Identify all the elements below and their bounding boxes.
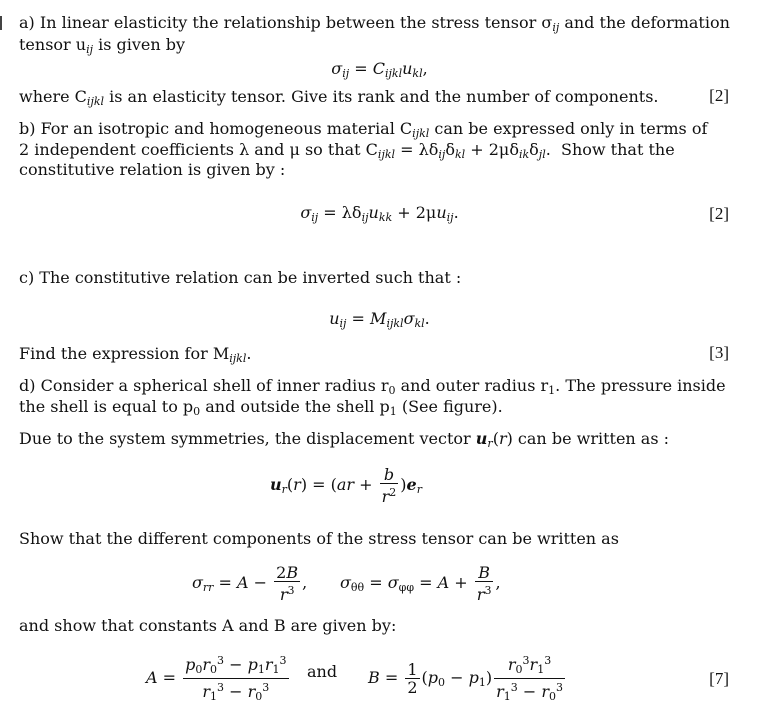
equation-sigma-rr: $\sigma_{rr} = A$ − $\frac{2B}{r^3}$ , [192, 563, 308, 604]
part-d-line-3: Due to the system symmetries, the displacement vector $u_r(r)$ can be written as : [19, 429, 670, 450]
part-b-line-3: constitutive relation is given by : [19, 160, 286, 179]
equation-displacement: $u_r(r) = (ar$ + $\frac{b}{r^2}$ )$e_r$ [270, 465, 422, 506]
part-d-line-2: the shell is equal to $p_0$ and outside the shell $p_1$ (See figure). [19, 397, 503, 418]
marks-part-a: [2] [709, 86, 729, 105]
and-word: and [307, 662, 338, 681]
part-d-line-1: d) Consider a spherical shell of inner radius $r_0$ and outer radius $r_1$. The pressure inside [19, 376, 726, 397]
part-a-line-1: a) In linear elasticity the relationship between the stress tensor $\sigma_{ij}$ and the deformation [19, 13, 730, 34]
equation-inverse: $u_{ij} = M_{ijkl}\sigma_{kl}$. [329, 309, 430, 330]
margin-mark [0, 16, 2, 30]
equation-hooke: $\sigma_{ij} = C_{ijkl}u_{kl}$, [331, 59, 428, 80]
part-d-show: Show that the different components of the stress tensor can be written as [19, 529, 619, 548]
part-a-where: where $C_{ijkl}$ is an elasticity tensor. Give its rank and the number of components. [19, 87, 659, 108]
part-b-line-2: 2 independent coefficients λ and μ so that $C_{ijkl} = \lambda\delta_{ij}\delta_{kl} + 2\mu\delta_{ik}\delta_{jl}$. Show that the [19, 140, 675, 161]
part-c-find: Find the expression for $M_{ijkl}$. [19, 344, 252, 365]
part-c-line-1: c) The constitutive relation can be inverted such that : [19, 268, 462, 287]
equation-constitutive: $\sigma_{ij} = \lambda\delta_{ij}u_{kk} + 2\mu u_{ij}$. [300, 203, 459, 224]
marks-part-d: [7] [709, 669, 729, 688]
marks-part-b: [2] [709, 204, 729, 223]
equation-constant-b: B = $\frac{1}{2}$ $(p_0 - p_1)$ $\frac{r_0^3r_1^3}{r_1^3 - r_0^3}$ [368, 654, 563, 703]
equation-sigma-theta: $\sigma_{\theta\theta} = \sigma_{\varphi\varphi} = A$ + $\frac{B}{r^3}$ , [340, 563, 501, 604]
part-b-line-1: b) For an isotropic and homogeneous material $C_{ijkl}$ can be expressed only in terms of [19, 119, 708, 140]
marks-part-c: [3] [709, 343, 729, 362]
part-d-constants: and show that constants A and B are given by: [19, 616, 397, 635]
part-a-line-2: tensor $u_{ij}$ is given by [19, 35, 186, 56]
equation-constant-a: A = $\frac{p_0r_0^3 - p_1r_1^3}{r_1^3 - r_0^3}$ [146, 654, 287, 703]
